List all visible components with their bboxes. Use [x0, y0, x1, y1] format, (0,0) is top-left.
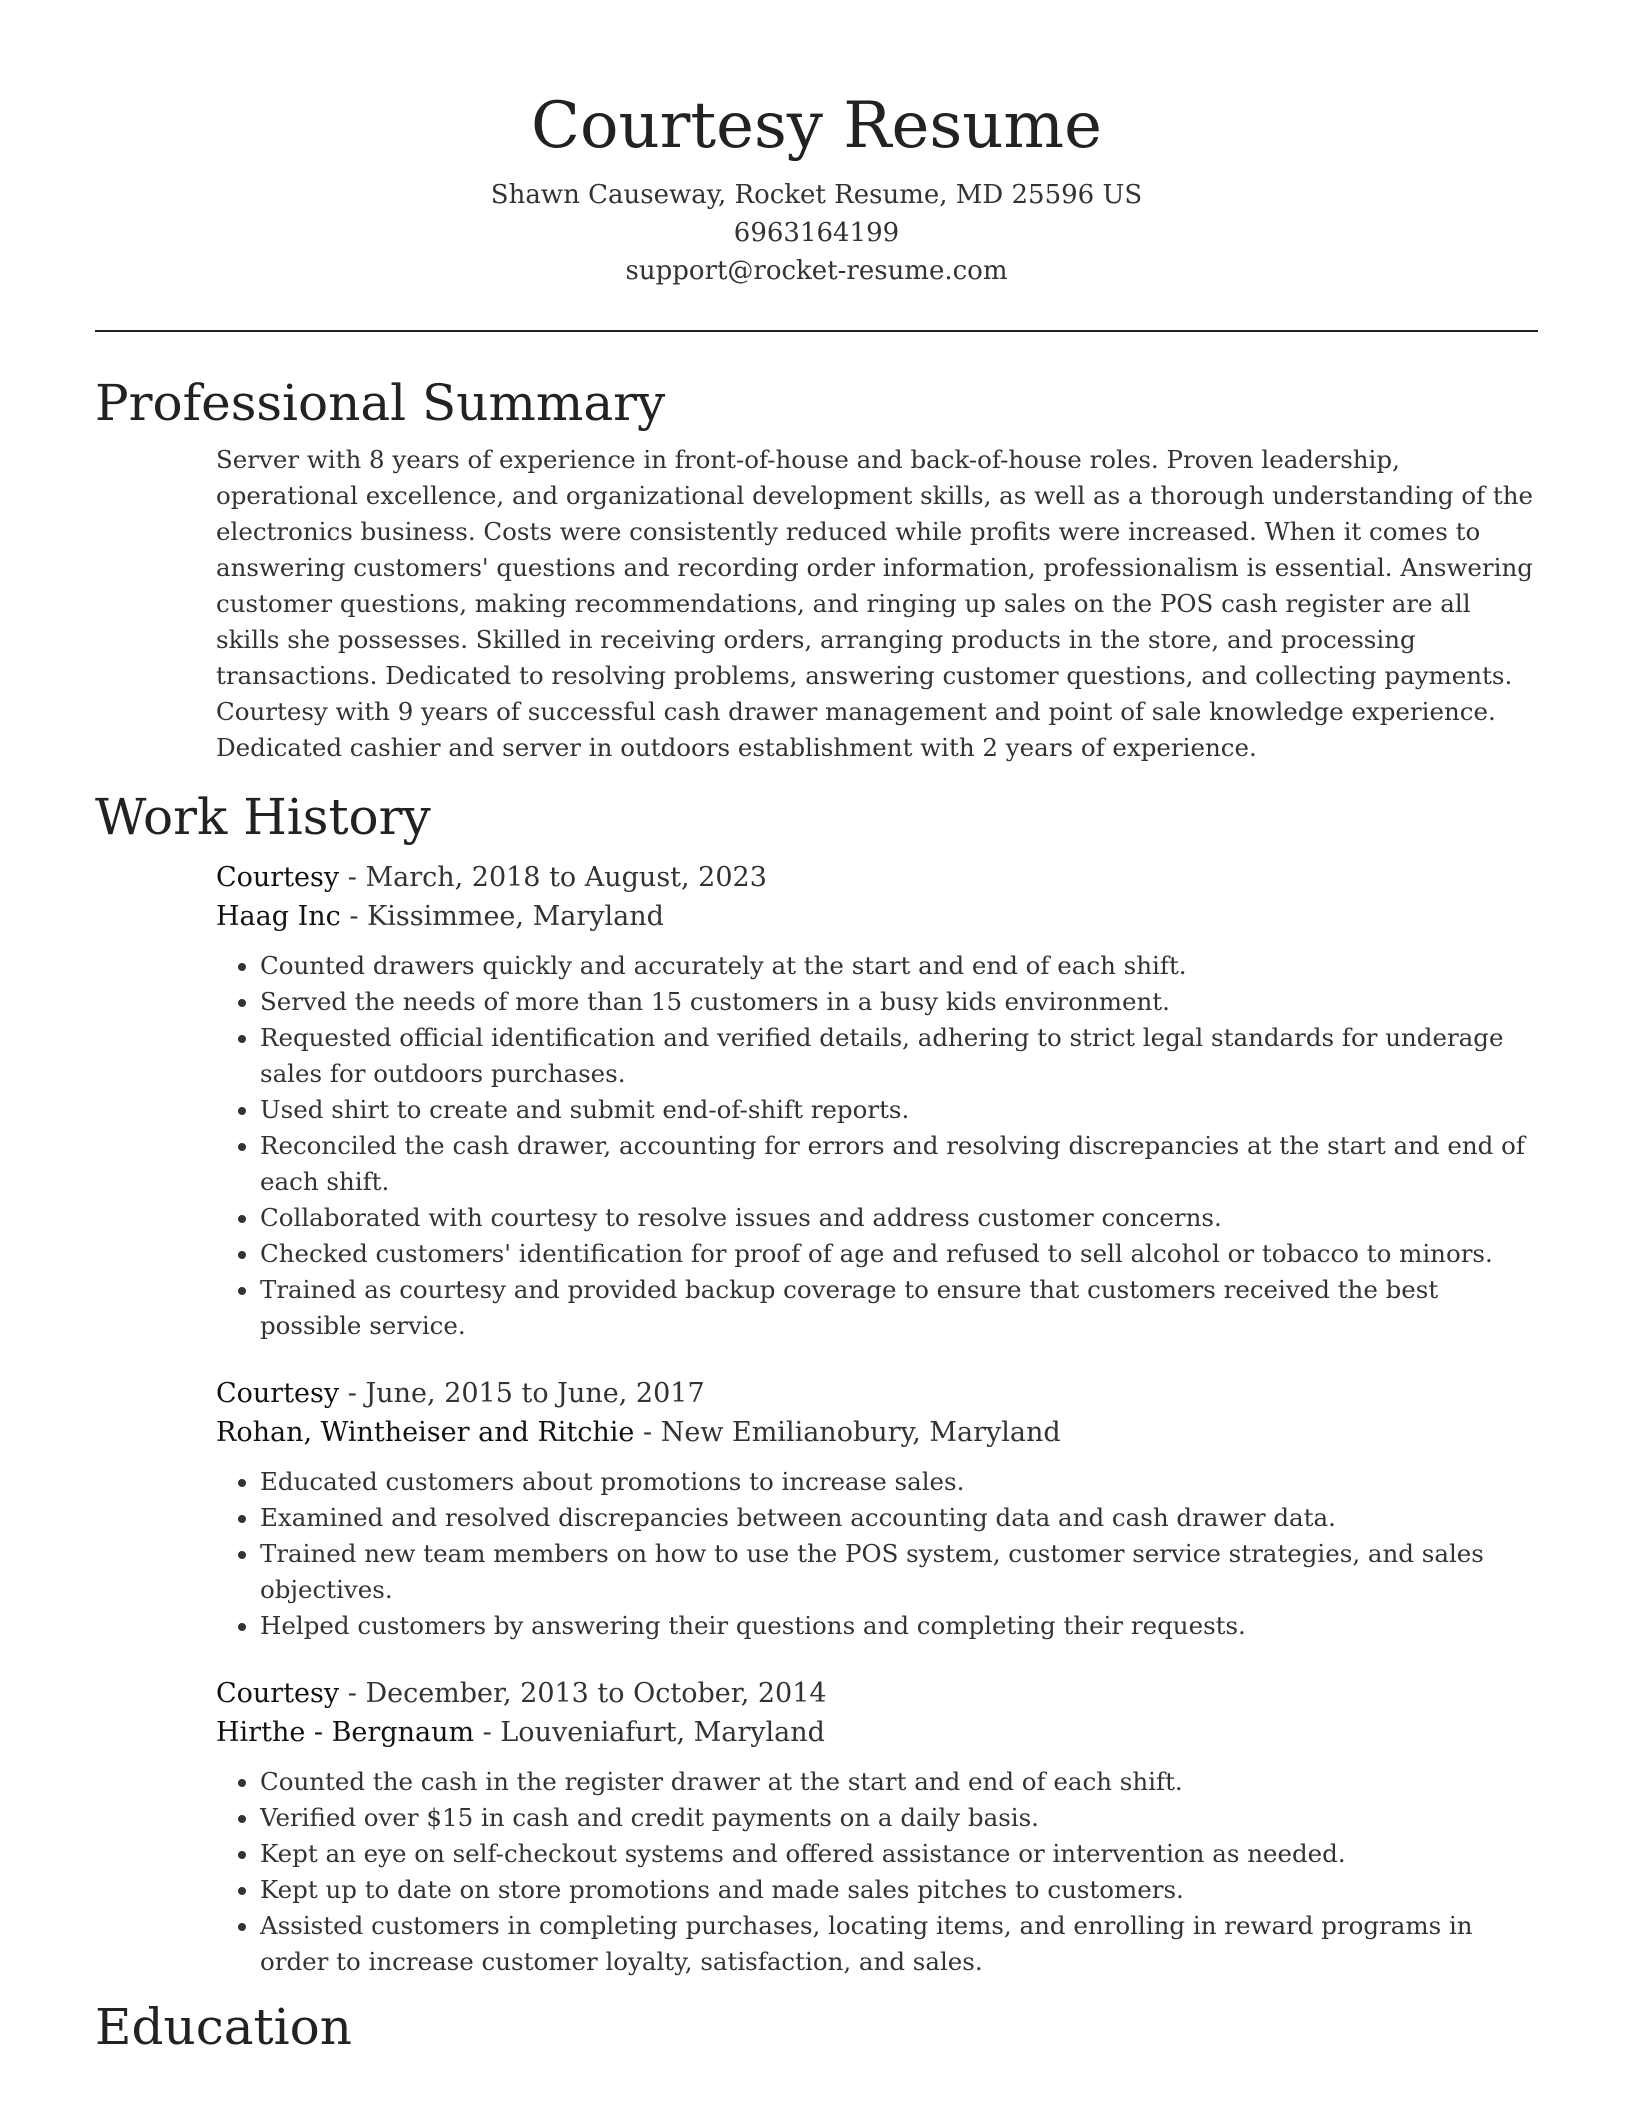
list-item: • Used shirt to create and submit end-of-shift reports. [260, 1092, 1538, 1128]
job-dates: - December, 2013 to October, 2014 [339, 1678, 827, 1709]
education-heading: Education [95, 1998, 352, 2056]
job-company: Hirthe - Bergnaum [216, 1717, 475, 1748]
summary-text: Server with 8 years of experience in front-of-house and back-of-house roles. Proven leadership, operational excellence, and organizational development skills, as well as a thorough understanding of the electronics business. Costs were consistently reduced while profits were increased. When it comes to answering customers' questions and recording order information, professionalism is essential. Answering customer questions, making recommendations, and ringing up sales on the POS cash register are all skills she possesses. Skilled in receiving orders, arranging products in the store, and processing transactions. Dedicated to resolving problems, answering customer questions, and collecting payments. Courtesy with 9 years of successful cash drawer management and point of sale knowledge experience. Dedicated cashier and server in outdoors establishment with 2 years of experience. [216, 445, 1534, 762]
list-item: • Counted drawers quickly and accurately at the start and end of each shift. [260, 948, 1538, 984]
resume-name: Courtesy Resume [531, 89, 1102, 163]
resume-header [95, 0, 1538, 290]
header-divider [95, 330, 1538, 332]
job-location: - Kissimmee, Maryland [340, 901, 664, 932]
summary-heading: Professional Summary [95, 374, 666, 432]
job-company: Rohan, Wintheiser and Ritchie [216, 1417, 635, 1448]
list-item: • Requested official identification and verified details, adhering to strict legal standards for underage sales for outdoors purchases. [260, 1020, 1538, 1092]
job-dates: - March, 2018 to August, 2023 [339, 862, 767, 893]
job-company-line [216, 897, 1538, 936]
job-title-line [216, 858, 1538, 897]
list-item: • Kept up to date on store promotions and made sales pitches to customers. [260, 1872, 1538, 1908]
job-company-line [216, 1713, 1538, 1752]
work-history-heading: Work History [95, 788, 431, 846]
resume-page [95, 0, 1538, 2058]
job-role: Courtesy [216, 1378, 340, 1409]
contact-phone: 6963164199 [733, 218, 900, 248]
list-item: • Examined and resolved discrepancies between accounting data and cash drawer data. [260, 1500, 1538, 1536]
list-item: • Counted the cash in the register drawer at the start and end of each shift. [260, 1764, 1538, 1800]
job-title-line [216, 1374, 1538, 1413]
list-item: • Collaborated with courtesy to resolve issues and address customer concerns. [260, 1200, 1538, 1236]
job-duties-list [216, 1764, 1538, 1980]
list-item: • Reconciled the cash drawer, accounting for errors and resolving discrepancies at the start and end of each shift. [260, 1128, 1538, 1200]
job-entry [216, 1374, 1538, 1644]
summary-section [216, 442, 1538, 766]
list-item: • Educated customers about promotions to increase sales. [260, 1464, 1538, 1500]
list-item: • Checked customers' identification for proof of age and refused to sell alcohol or tobacco to minors. [260, 1236, 1538, 1272]
job-company-line [216, 1413, 1538, 1452]
job-location: - Louveniafurt, Maryland [474, 1717, 825, 1748]
list-item: • Assisted customers in completing purchases, locating items, and enrolling in reward programs in order to increase customer loyalty, satisfaction, and sales. [260, 1908, 1538, 1980]
list-item: • Helped customers by answering their questions and completing their requests. [260, 1608, 1538, 1644]
work-history-section [216, 858, 1538, 1980]
job-role: Courtesy [216, 1678, 340, 1709]
list-item: • Served the needs of more than 15 customers in a busy kids environment. [260, 984, 1538, 1020]
contact-email: support@rocket-resume.com [625, 256, 1008, 286]
job-location: - New Emilianobury, Maryland [634, 1417, 1061, 1448]
contact-address: Shawn Causeway, Rocket Resume, MD 25596 US [490, 180, 1143, 210]
job-role: Courtesy [216, 862, 340, 893]
list-item: • Kept an eye on self-checkout systems and offered assistance or intervention as needed. [260, 1836, 1538, 1872]
job-dates: - June, 2015 to June, 2017 [339, 1378, 705, 1409]
job-title-line [216, 1674, 1538, 1713]
job-entry [216, 858, 1538, 1344]
job-company: Haag Inc [216, 901, 341, 932]
job-duties-list [216, 1464, 1538, 1644]
list-item: • Verified over $15 in cash and credit payments on a daily basis. [260, 1800, 1538, 1836]
list-item: • Trained new team members on how to use the POS system, customer service strategies, and sales objectives. [260, 1536, 1538, 1608]
list-item: • Trained as courtesy and provided backup coverage to ensure that customers received the best possible service. [260, 1272, 1538, 1344]
job-entry [216, 1674, 1538, 1980]
job-duties-list [216, 948, 1538, 1344]
